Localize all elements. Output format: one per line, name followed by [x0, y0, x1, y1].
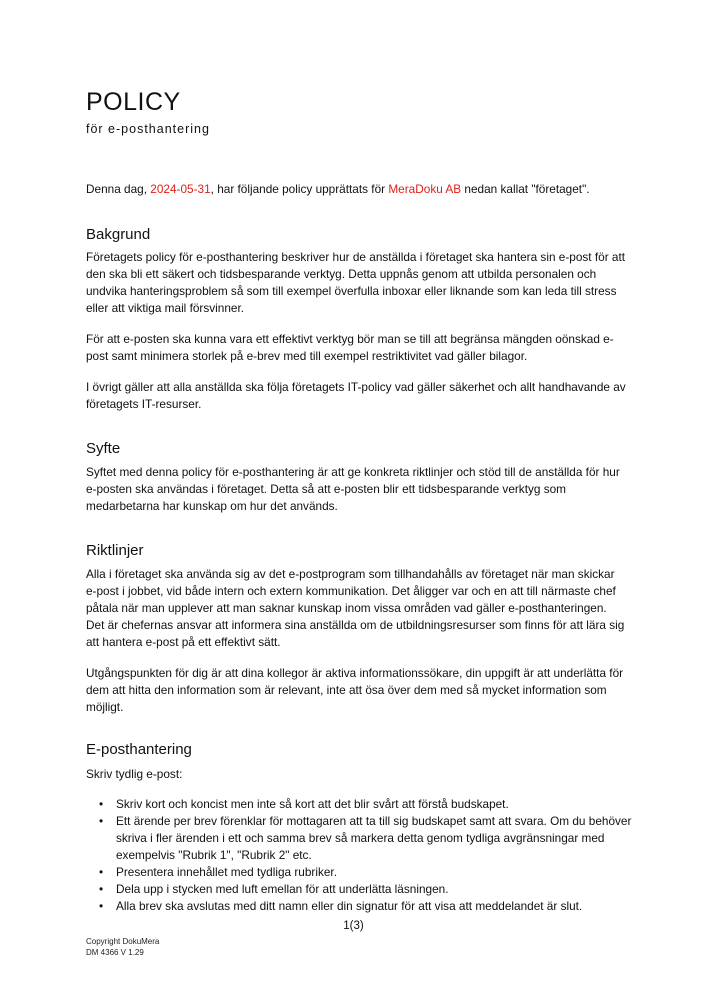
list-item — [99, 898, 656, 915]
bakgrund-paragraph-2: För att e-posten ska kunna vara ett effektivt verktyg bör man se till att begränsa mängden oönskad e-post samt minimera storlek på e-brev med till exempel restriktivitet vad gäller bilagor. — [86, 332, 614, 363]
intro-suffix: nedan kallat "företaget". — [461, 182, 590, 196]
document-subtitle: för e-posthantering — [86, 122, 210, 136]
syfte-paragraph-1: Syftet med denna policy för e-posthantering är att ge konkreta riktlinjer och stöd till de anställda för hur e-posten ska användas i företaget. Detta så att e-posten blir ett tidsbesparande verktyg som medarbetarna har kunskap om hur det används. — [86, 465, 620, 513]
footer — [86, 936, 159, 958]
footer-doc-id: DM 4366 V 1.29 — [86, 948, 144, 957]
bakgrund-paragraph-3: I övrigt gäller att alla anställda ska följa företagets IT-policy vad gäller säkerhet och allt handhavande av företagets IT-resurser. — [86, 380, 626, 411]
list-item-text: Dela upp i stycken med luft emellan för att underlätta läsningen. — [116, 882, 449, 896]
bullet-icon: • — [99, 814, 104, 828]
intro-paragraph — [86, 181, 626, 198]
footer-copyright: Copyright DokuMera — [86, 937, 160, 946]
bakgrund-paragraph-1: Företagets policy för e-posthantering beskriver hur de anställda i företaget ska hantera sin e-post för att den ska bli ett säkert och tidsbesparande verktyg. Detta uppnås genom att utbilda personalen och undvika hanteringsproblem så som till exempel överfulla inboxar eller liknande som kan leda till stress eller att viktiga mail försvinner. — [86, 250, 626, 315]
bullet-icon: • — [99, 797, 104, 811]
list-item-text: Ett ärende per brev förenklar för mottagaren att ta till sig budskapet samt att svara. Om du behöver skriva i fler ärenden i ett och samma brev så markera detta genom tydliga avgränsningar med exempelvis "Rubrik 1", "Rubrik 2" etc. — [116, 814, 632, 862]
riktlinjer-paragraph-1: Alla i företaget ska använda sig av det e-postprogram som tillhandahålls av företaget när man skickar e-post i jobbet, vid både intern och extern kommunikation. Det åligger var och en att till närmaste chef påtala när man upplever att man saknar kunskap inom vissa områden vad gäller e-posthanteringen. Det är chefernas ansvar att informera sina anställda om de utbildningsresurser som finns för att lära sig att hantera e-post på ett effektivt sätt. — [86, 567, 625, 649]
eposthantering-lead: Skriv tydlig e-post: — [86, 767, 183, 781]
heading-riktlinjer: Riktlinjer — [86, 542, 144, 559]
heading-bakgrund: Bakgrund — [86, 226, 151, 243]
intro-middle: , har följande policy upprättats för — [210, 182, 389, 196]
list-item — [99, 813, 656, 864]
eposthantering-bullet-list — [86, 796, 656, 915]
list-item — [99, 864, 656, 881]
policy-date: 2024-05-31 — [150, 182, 211, 196]
document-title: POLICY — [86, 88, 181, 116]
riktlinjer-paragraph-2: Utgångspunkten för dig är att dina kollegor är aktiva informationssökare, din uppgift är att underlätta för dem att hitta den information som är relevant, inte att ösa över dem med så mycket information som möjligt. — [86, 666, 624, 714]
bullet-icon: • — [99, 899, 104, 913]
heading-syfte: Syfte — [86, 440, 121, 457]
intro-prefix: Denna dag, — [86, 182, 151, 196]
bullet-icon: • — [99, 865, 104, 879]
list-item-text: Presentera innehållet med tydliga rubriker. — [116, 865, 337, 879]
company-name: MeraDoku AB — [388, 182, 462, 196]
page-number: 1(3) — [343, 920, 364, 932]
list-item-text: Alla brev ska avslutas med ditt namn eller din signatur för att visa att meddelandet är slut. — [116, 899, 583, 913]
bullet-icon: • — [99, 882, 104, 896]
heading-eposthantering: E-posthantering — [86, 741, 192, 758]
list-item — [99, 796, 656, 813]
list-item-text: Skriv kort och koncist men inte så kort att det blir svårt att förstå budskapet. — [116, 797, 509, 811]
list-item — [99, 881, 656, 898]
